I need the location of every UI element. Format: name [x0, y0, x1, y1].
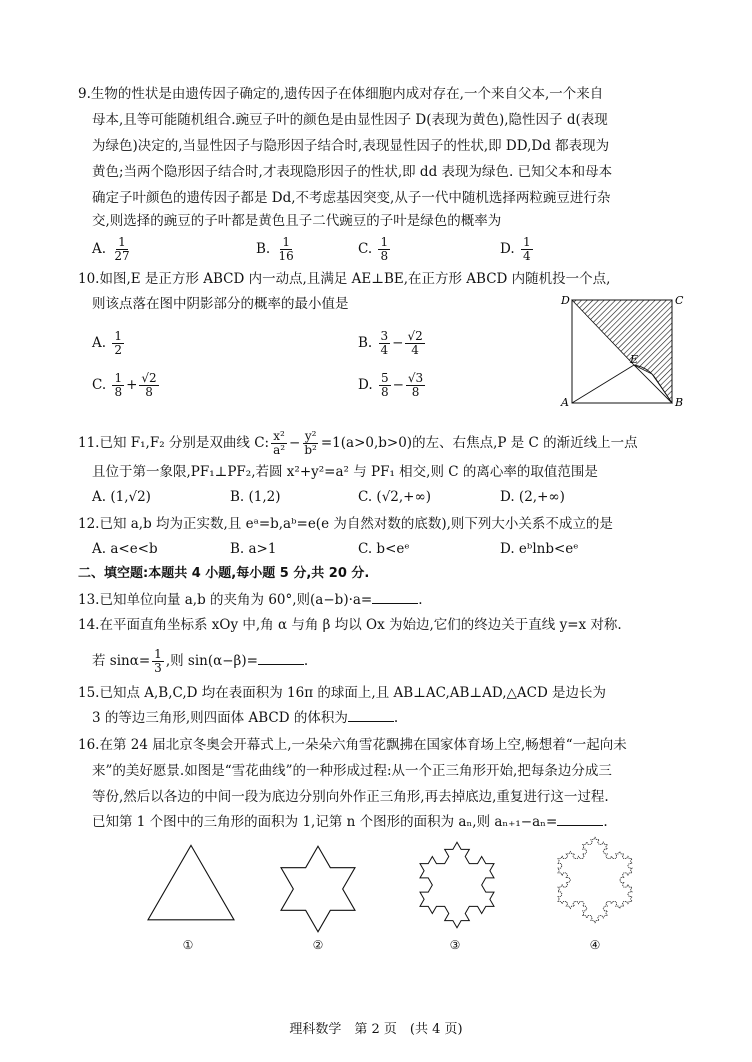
fraction: $\frac{1}{8}$: [380, 235, 389, 263]
q10-square-figure: [560, 293, 690, 408]
q9-line-6: 交,则选择的豌豆的子叶都是黄色且子二代豌豆的子叶是绿色的概率为: [92, 213, 502, 229]
page-footer: 理科数学 第 2 页 (共 4 页): [289, 1022, 463, 1037]
q9-option-d[interactable]: D. $\frac{1}{4}$: [500, 235, 531, 263]
snowflake-figure-1: [135, 843, 247, 921]
q16-line-4: 已知第 1 个图中的三角形的面积为 1,记第 n 个图形的面积为 aₙ,则 aₙ₊₁−aₙ= .: [92, 814, 608, 830]
figure-label-4: ④: [589, 938, 601, 952]
q16-line-1: 16.在第 24 届北京冬奥会开幕式上,一朵朵六角雪花飘拂在国家体育场上空,畅想着“一起向未: [78, 737, 627, 753]
q15-line-2: 3 的等边三角形,则四面体 ABCD 的体积为 .: [92, 710, 399, 726]
fraction: $\frac{1}{27}$: [114, 235, 130, 263]
q9-line-4: 黄色;当两个隐形因子结合时,才表现隐形因子的性状,即 dd 表现为绿色. 已知父本和母本: [92, 164, 613, 180]
q14-line-2: 若 sinα= $\frac{1}{3}$ ,则 sin(α−β)= .: [92, 647, 309, 675]
koch-curve-iter-0: [148, 845, 234, 919]
q11-line-1: 11.已知 F₁,F₂ 分别是双曲线 C: $\frac{\text{x²}}{\text{a²}}$ − $\frac{\text{y²}}{\text{b²}}$ =1(a>0,b>0)的左、右焦点,P 是 C 的渐近线上一点: [78, 429, 638, 457]
koch-curve-iter-3: [558, 837, 632, 922]
q12-option-c[interactable]: C. b<eᵉ: [358, 541, 410, 557]
figure-label-3: ③: [449, 938, 461, 952]
q14-line-1: 14.在平面直角坐标系 xOy 中,角 α 与角 β 均以 Ox 为始边,它们的终边关于直线 y=x 对称.: [78, 617, 622, 633]
q9-line-2: 母本,且等可能随机组合.豌豆子叶的颜色是由显性因子 D(表现为黄色),隐性因子 d(表现: [92, 112, 608, 128]
q9-line-5: 确定子叶颜色的遗传因子都是 Dd,不考虑基因突变,从子一代中随机选择两粒豌豆进行杂: [92, 190, 611, 206]
q12-option-d[interactable]: D. eᵇlnb<eᵉ: [500, 541, 579, 557]
fraction: $\frac{1}{4}$: [522, 235, 531, 263]
q11-option-b[interactable]: B. (1,2): [230, 489, 281, 505]
q10-option-b[interactable]: B. $\frac{3}{4}$ − $\frac{√2}{4}$: [358, 329, 423, 357]
q11-option-c[interactable]: C. (√2,+∞): [358, 489, 432, 505]
label-e: E: [630, 353, 639, 366]
q10-line-1: 10.如图,E 是正方形 ABCD 内一动点,且满足 AE⊥BE,在正方形 ABCD 内随机投一个点,: [78, 271, 611, 287]
q11-option-d[interactable]: D. (2,+∞): [500, 489, 565, 505]
q10-option-c[interactable]: C. $\frac{1}{8}$ + $\frac{√2}{8}$: [92, 371, 157, 399]
q11-option-a[interactable]: A. (1,√2): [92, 489, 151, 505]
q9-line-3: 为绿色)决定的,当显性因子与隐形因子结合时,表现显性因子的性状,即 DD,Dd 都表现为: [92, 138, 610, 154]
snowflake-figure-4: [545, 824, 645, 928]
q10-option-d[interactable]: D. $\frac{5}{8}$ − $\frac{√3}{8}$: [358, 371, 424, 399]
koch-curve-iter-1: [281, 846, 355, 931]
snowflake-figure-2: [268, 833, 368, 937]
fraction: $\frac{1}{2}$: [114, 329, 122, 357]
q9-option-a[interactable]: A. $\frac{1}{27}$: [92, 235, 130, 263]
segment-ae: [572, 365, 634, 403]
q15-line-1: 15.已知点 A,B,C,D 均在表面积为 16π 的球面上,且 AB⊥AC,AB⊥AD,△ACD 是边长为: [78, 685, 607, 701]
q16-line-2: 来”的美好愿景.如图是“雪花曲线”的一种形成过程:从一个正三角形开始,把每条边分成三: [92, 763, 612, 779]
label-d: D: [561, 294, 570, 307]
fraction: $\frac{1}{16}$: [278, 235, 294, 263]
q10-option-a[interactable]: A. $\frac{1}{2}$: [92, 329, 122, 357]
label-c: C: [675, 294, 684, 307]
label-a: A: [561, 396, 569, 409]
snowflake-figure-3: [407, 829, 507, 933]
q12-option-b[interactable]: B. a>1: [230, 541, 277, 557]
q9-line-1: 9.生物的性状是由遗传因子确定的,遗传因子在体细胞内成对存在,一个来自父本,一个来自: [78, 86, 604, 102]
answer-blank[interactable]: [348, 709, 394, 722]
answer-blank[interactable]: [258, 652, 304, 665]
figure-label-1: ①: [182, 938, 194, 952]
q9-option-c[interactable]: C. $\frac{1}{8}$: [358, 235, 389, 263]
q12-option-a[interactable]: A. a<e<b: [92, 541, 158, 557]
q11-line-2: 且位于第一象限,PF₁⊥PF₂,若圆 x²+y²=a² 与 PF₁ 相交,则 C 的离心率的取值范围是: [92, 464, 598, 480]
q13-line: 13.已知单位向量 a,b 的夹角为 60°,则(a−b)·a= .: [78, 592, 423, 608]
koch-curve-iter-2: [420, 842, 494, 927]
q9-option-b[interactable]: B. $\frac{1}{16}$: [256, 235, 294, 263]
label-b: B: [675, 396, 684, 409]
section-heading-fill-in: 二、填空题:本题共 4 小题,每小题 5 分,共 20 分.: [78, 566, 370, 581]
q16-line-3: 等份,然后以各边的中间一段为底边分别向外作正三角形,再去掉底边,重复进行这一过程.: [92, 789, 609, 805]
figure-label-2: ②: [312, 938, 324, 952]
q10-line-2: 则该点落在图中阴影部分的概率的最小值是: [92, 296, 349, 312]
q12-line: 12.已知 a,b 均为正实数,且 eᵃ=b,aᵇ=e(e 为自然对数的底数),则下列大小关系不成立的是: [78, 516, 613, 532]
answer-blank[interactable]: [372, 591, 418, 604]
